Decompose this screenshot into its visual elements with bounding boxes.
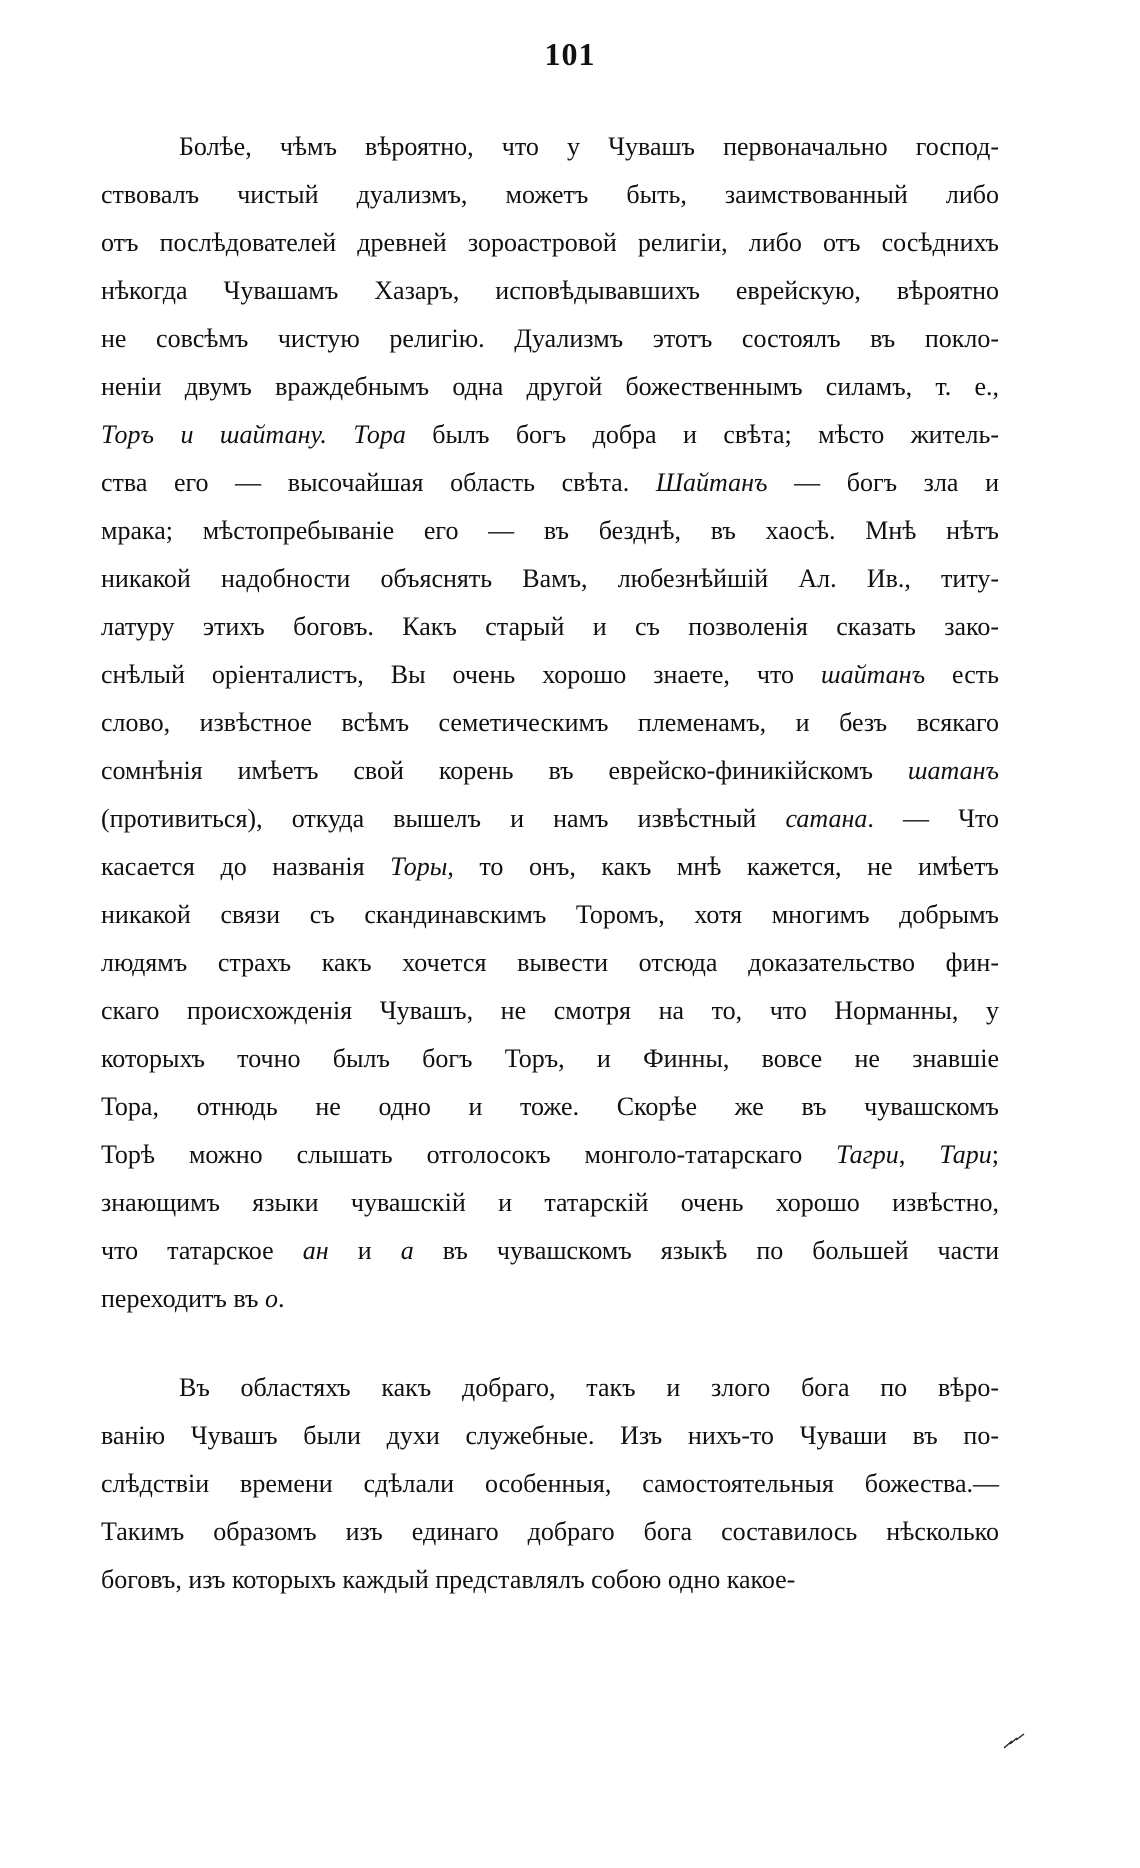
text-segment: , — [898, 1140, 940, 1169]
text-line — [101, 699, 999, 747]
text-line — [101, 363, 999, 411]
italic-text: Тагри — [836, 1140, 899, 1169]
text-line — [101, 315, 999, 363]
page-number: 101 — [544, 36, 596, 72]
text-segment: , то онъ, какъ мнѣ кажется, не имѣетъ — [447, 852, 1000, 881]
text-line — [101, 219, 999, 267]
text-line — [101, 1412, 999, 1460]
text-line — [101, 747, 999, 795]
text-segment: . — Что — [867, 804, 999, 833]
text-segment: . — [277, 1284, 285, 1313]
italic-text: Тари — [939, 1140, 992, 1169]
text-segment: Болѣе, чѣмъ вѣроятно, что у Чувашъ первоначально господ- — [179, 132, 999, 161]
text-segment: боговъ, изъ которыхъ каждый представлялъ собою одно какое- — [101, 1565, 796, 1594]
text-segment: никакой надобности объяснять Вамъ, любезнѣйшій Ал. Ив., титу- — [101, 564, 999, 593]
text-segment: скаго происхожденія Чувашъ, не смотря на то, что Норманны, у — [101, 996, 999, 1025]
text-segment: ства его — высочайшая область свѣта. — [101, 468, 656, 497]
text-segment: Въ областяхъ какъ добраго, такъ и злого бога по вѣро- — [179, 1373, 999, 1402]
text-segment: слѣдствіи времени сдѣлали особенныя, самостоятельныя божества.— — [101, 1469, 999, 1498]
text-line — [101, 987, 999, 1035]
text-segment: сомнѣнія имѣетъ свой корень въ еврейско-финикійскомъ — [101, 756, 908, 785]
text-line — [101, 1131, 999, 1179]
text-line — [101, 795, 999, 843]
italic-text: Шайтанъ — [655, 468, 768, 497]
text-segment: Торѣ можно слышать отголосокъ монголо-татарскаго — [101, 1140, 837, 1169]
italic-text: Тора — [353, 420, 406, 449]
text-segment: въ чувашскомъ языкѣ по большей части — [413, 1236, 999, 1265]
text-segment: былъ богъ добра и свѣта; мѣсто житель- — [405, 420, 999, 449]
text-segment: отъ послѣдователей древней зороастровой религіи, либо отъ сосѣднихъ — [101, 228, 999, 257]
text-segment: и — [328, 1236, 401, 1265]
text-segment: ствовалъ чистый дуализмъ, можетъ быть, заимствованный либо — [101, 180, 999, 209]
text-segment: ванію Чувашъ были духи служебные. Изъ нихъ-то Чуваши въ по- — [101, 1421, 999, 1450]
italic-text: Торы — [390, 852, 448, 881]
text-segment: что татарское — [101, 1236, 303, 1265]
text-segment: есть — [925, 660, 1000, 689]
text-line — [101, 1508, 999, 1556]
italic-text: шатанъ — [907, 756, 999, 785]
italic-text: шайтанъ — [820, 660, 926, 689]
text-line — [101, 1083, 999, 1131]
italic-text: о — [264, 1284, 278, 1313]
text-line — [101, 267, 999, 315]
text-segment: никакой связи съ скандинавскимъ Торомъ, хотя многимъ добрымъ — [101, 900, 999, 929]
text-segment: переходитъ въ — [101, 1284, 265, 1313]
paragraph — [101, 1364, 999, 1604]
text-line — [101, 891, 999, 939]
text-line — [101, 843, 999, 891]
text-segment: людямъ страхъ какъ хочется вывести отсюда доказательство фин- — [101, 948, 999, 977]
text-segment: касается до названія — [101, 852, 391, 881]
text-segment: неніи двумъ враждебнымъ одна другой божественнымъ силамъ, т. е., — [101, 372, 999, 401]
text-segment — [327, 420, 353, 449]
paragraph — [101, 123, 999, 1323]
text-line — [101, 123, 999, 171]
text-segment: знающимъ языки чувашскій и татарскій очень хорошо извѣстно, — [101, 1188, 999, 1217]
text-segment: — богъ зла и — [767, 468, 999, 497]
text-segment: ; — [991, 1140, 999, 1169]
text-segment: Такимъ образомъ изъ единаго добраго бога составилось нѣсколько — [101, 1517, 999, 1546]
text-line — [101, 939, 999, 987]
italic-text: а — [400, 1236, 414, 1265]
text-line — [101, 1460, 999, 1508]
text-line — [101, 411, 999, 459]
text-segment: мрака; мѣстопребываніе его — въ безднѣ, въ хаосѣ. Мнѣ нѣтъ — [101, 516, 999, 545]
text-line — [101, 1556, 999, 1604]
text-segment: Тора, отнюдь не одно и тоже. Скорѣе же въ чувашскомъ — [101, 1092, 999, 1121]
text-line — [101, 459, 999, 507]
text-line — [101, 171, 999, 219]
text-line — [101, 1035, 999, 1083]
text-line — [101, 603, 999, 651]
text-segment: (противиться), откуда вышелъ и намъ извѣстный — [101, 804, 786, 833]
text-line — [101, 1364, 999, 1412]
italic-text: Торъ и шайтану. — [101, 420, 327, 449]
text-line — [101, 1275, 999, 1323]
text-line — [101, 1227, 999, 1275]
text-line — [101, 651, 999, 699]
scan-mark-icon — [1002, 1732, 1026, 1750]
text-line — [101, 1179, 999, 1227]
text-line — [101, 507, 999, 555]
italic-text: ан — [302, 1236, 329, 1265]
text-segment: нѣкогда Чувашамъ Хазаръ, исповѣдывавшихъ еврейскую, вѣроятно — [101, 276, 999, 305]
italic-text: сатана — [785, 804, 868, 833]
text-segment: слово, извѣстное всѣмъ семетическимъ племенамъ, и безъ всякаго — [101, 708, 999, 737]
text-segment: снѣлый оріенталистъ, Вы очень хорошо знаете, что — [101, 660, 821, 689]
text-segment: которыхъ точно былъ богъ Торъ, и Финны, вовсе не знавшіе — [101, 1044, 999, 1073]
text-segment: не совсѣмъ чистую религію. Дуализмъ этотъ состоялъ въ покло- — [101, 324, 999, 353]
text-line — [101, 555, 999, 603]
text-segment: латуру этихъ боговъ. Какъ старый и съ позволенія сказать зако- — [101, 612, 999, 641]
